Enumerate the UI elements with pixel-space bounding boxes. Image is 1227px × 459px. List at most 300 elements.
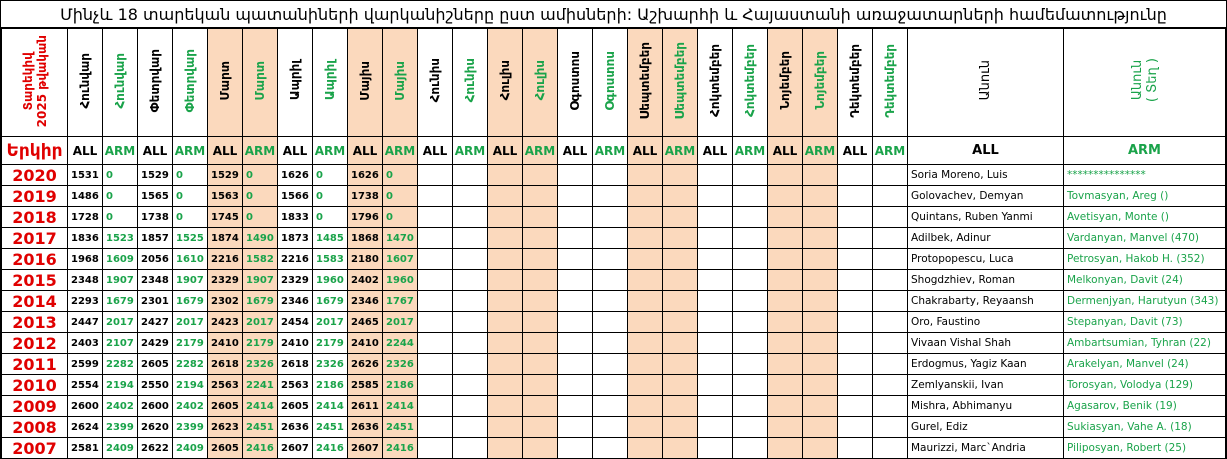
rating-all-cell: 1868 xyxy=(348,228,383,249)
rating-all-cell xyxy=(558,165,593,186)
rating-all-cell xyxy=(838,165,873,186)
year-cell: 2019 xyxy=(2,186,68,207)
month-header-all xyxy=(768,29,803,137)
month-label: Նոյեմբեր xyxy=(813,51,827,110)
rating-arm-cell xyxy=(733,396,768,417)
rating-all-cell xyxy=(768,312,803,333)
month-label: Դեկտեմբեր xyxy=(848,43,862,118)
rating-arm-cell xyxy=(733,165,768,186)
rating-arm-cell xyxy=(873,312,908,333)
rating-all-cell xyxy=(418,165,453,186)
year-cell: 2016 xyxy=(2,249,68,270)
month-header-all xyxy=(628,29,663,137)
rating-arm-cell: 2179 xyxy=(243,333,278,354)
rating-arm-cell xyxy=(803,249,838,270)
rating-all-cell: 1745 xyxy=(208,207,243,228)
month-label: Ապրիլ xyxy=(323,60,337,101)
rating-arm-cell: 0 xyxy=(103,186,138,207)
year-cell: 2018 xyxy=(2,207,68,228)
rating-all-cell xyxy=(698,228,733,249)
rating-all-cell: 2599 xyxy=(68,354,103,375)
year-cell: 2010 xyxy=(2,375,68,396)
rating-all-cell xyxy=(698,354,733,375)
all-label: ALL xyxy=(208,137,243,165)
rating-arm-cell: 1490 xyxy=(243,228,278,249)
rating-all-cell xyxy=(698,375,733,396)
rating-arm-cell xyxy=(733,354,768,375)
rating-arm-cell xyxy=(663,249,698,270)
rating-arm-cell xyxy=(593,438,628,459)
rating-arm-cell xyxy=(453,375,488,396)
arm-label: ARM xyxy=(803,137,838,165)
all-label: ALL xyxy=(838,137,873,165)
month-label: Հունվար xyxy=(113,52,127,109)
rating-all-cell xyxy=(488,291,523,312)
month-header-arm xyxy=(803,29,838,137)
month-label: Դեկտեմբեր xyxy=(883,43,897,118)
table-row xyxy=(2,375,1226,396)
rating-arm-cell xyxy=(803,228,838,249)
rating-arm-cell xyxy=(593,396,628,417)
rating-arm-cell xyxy=(873,249,908,270)
month-label: Փետրվար xyxy=(183,48,197,113)
rating-all-cell xyxy=(628,375,663,396)
rating-all-cell xyxy=(558,186,593,207)
rating-all-cell xyxy=(628,291,663,312)
rating-all-cell: 1563 xyxy=(208,186,243,207)
table-row xyxy=(2,249,1226,270)
rating-all-cell: 2563 xyxy=(208,375,243,396)
rating-arm-cell: 0 xyxy=(243,186,278,207)
player-name-all: Zemlyanskii, Ivan xyxy=(908,375,1064,396)
rating-all-cell: 2554 xyxy=(68,375,103,396)
player-name-arm: Petrosyan, Hakob H. (352) xyxy=(1064,249,1226,270)
rating-all-cell: 1529 xyxy=(208,165,243,186)
rating-all-cell xyxy=(768,165,803,186)
rating-all-cell xyxy=(838,249,873,270)
rating-arm-cell xyxy=(663,396,698,417)
rating-all-cell: 1529 xyxy=(138,165,173,186)
rating-all-cell xyxy=(628,249,663,270)
rating-arm-cell xyxy=(873,354,908,375)
rating-all-cell xyxy=(628,354,663,375)
rating-arm-cell: 2326 xyxy=(313,354,348,375)
rating-all-cell: 2563 xyxy=(278,375,313,396)
player-name-arm: Ambartsumian, Tyhran (22) xyxy=(1064,333,1226,354)
name-arm-label: ARM xyxy=(1064,137,1226,165)
rating-arm-cell xyxy=(873,417,908,438)
rating-arm-cell xyxy=(663,417,698,438)
rating-all-cell xyxy=(628,207,663,228)
rating-arm-cell xyxy=(593,312,628,333)
year-cell: 2012 xyxy=(2,333,68,354)
rating-all-cell: 2329 xyxy=(278,270,313,291)
player-name-all: Shogdzhiev, Roman xyxy=(908,270,1064,291)
rating-arm-cell: 1607 xyxy=(383,249,418,270)
rating-all-cell xyxy=(698,291,733,312)
rating-arm-cell: 2409 xyxy=(103,438,138,459)
rating-arm-cell xyxy=(873,270,908,291)
rating-all-cell: 1738 xyxy=(138,207,173,228)
rating-all-cell xyxy=(418,270,453,291)
player-name-arm: Sukiasyan, Vahe A. (18) xyxy=(1064,417,1226,438)
rating-arm-cell xyxy=(733,375,768,396)
rating-all-cell xyxy=(418,312,453,333)
rating-arm-cell xyxy=(523,291,558,312)
rating-all-cell: 2605 xyxy=(278,396,313,417)
rating-all-cell xyxy=(488,249,523,270)
rating-all-cell: 2607 xyxy=(348,438,383,459)
rating-all-cell: 1565 xyxy=(138,186,173,207)
all-label: ALL xyxy=(628,137,663,165)
rating-all-cell xyxy=(838,312,873,333)
rating-arm-cell xyxy=(663,228,698,249)
player-name-arm: Arakelyan, Manvel (24) xyxy=(1064,354,1226,375)
rating-arm-cell xyxy=(453,228,488,249)
rating-arm-cell: 2282 xyxy=(103,354,138,375)
table-row xyxy=(2,438,1226,459)
rating-arm-cell xyxy=(663,207,698,228)
rating-arm-cell xyxy=(523,417,558,438)
month-header-arm xyxy=(873,29,908,137)
player-name-arm: Agasarov, Benik (19) xyxy=(1064,396,1226,417)
player-name-arm: Dermenjyan, Harutyun (343) xyxy=(1064,291,1226,312)
rating-arm-cell xyxy=(523,312,558,333)
month-label: Հոկտեմբեր xyxy=(743,44,757,117)
rating-all-cell: 2454 xyxy=(278,312,313,333)
player-name-arm: *************** xyxy=(1064,165,1226,186)
rating-all-cell xyxy=(488,375,523,396)
rating-arm-cell: 2399 xyxy=(173,417,208,438)
rating-all-cell xyxy=(698,312,733,333)
year-cell: 2009 xyxy=(2,396,68,417)
rating-arm-cell: 2179 xyxy=(173,333,208,354)
rating-all-cell xyxy=(838,207,873,228)
rating-all-cell xyxy=(838,354,873,375)
year-cell: 2014 xyxy=(2,291,68,312)
rating-arm-cell xyxy=(873,291,908,312)
rating-all-cell: 2618 xyxy=(278,354,313,375)
rating-all-cell xyxy=(558,312,593,333)
rating-arm-cell xyxy=(733,270,768,291)
rating-arm-cell: 2451 xyxy=(243,417,278,438)
rating-arm-cell xyxy=(523,333,558,354)
rating-arm-cell xyxy=(593,207,628,228)
rating-all-cell: 1566 xyxy=(278,186,313,207)
month-label: Օգոստոս xyxy=(603,50,617,111)
rating-arm-cell xyxy=(593,249,628,270)
rating-arm-cell xyxy=(733,186,768,207)
month-header-arm xyxy=(103,29,138,137)
country-label: Երկիր xyxy=(2,137,68,165)
arm-label: ARM xyxy=(313,137,348,165)
rating-arm-cell: 1960 xyxy=(383,270,418,291)
rating-arm-cell xyxy=(593,417,628,438)
rating-arm-cell xyxy=(593,270,628,291)
rating-arm-cell: 2451 xyxy=(383,417,418,438)
all-label: ALL xyxy=(698,137,733,165)
rating-arm-cell: 0 xyxy=(243,207,278,228)
month-header-all xyxy=(698,29,733,137)
rating-arm-cell: 2451 xyxy=(313,417,348,438)
rating-arm-cell xyxy=(593,228,628,249)
table-row xyxy=(2,396,1226,417)
rating-arm-cell: 1470 xyxy=(383,228,418,249)
rating-arm-cell: 2194 xyxy=(103,375,138,396)
rating-all-cell: 2216 xyxy=(208,249,243,270)
rating-arm-cell xyxy=(523,438,558,459)
month-label: Հուլիս xyxy=(498,60,512,101)
rating-arm-cell xyxy=(663,291,698,312)
player-name-arm: Torosyan, Volodya (129) xyxy=(1064,375,1226,396)
rating-arm-cell: 2194 xyxy=(173,375,208,396)
rating-arm-cell: 2402 xyxy=(103,396,138,417)
rating-arm-cell xyxy=(733,333,768,354)
month-label: Սեպտեմբեր xyxy=(673,41,687,120)
rating-all-cell: 2423 xyxy=(208,312,243,333)
year-cell: 2020 xyxy=(2,165,68,186)
rating-all-cell: 2302 xyxy=(208,291,243,312)
rating-arm-cell xyxy=(733,438,768,459)
rating-arm-cell xyxy=(873,207,908,228)
month-label: Հունվար xyxy=(78,52,92,109)
rating-all-cell xyxy=(628,396,663,417)
rating-all-cell xyxy=(418,207,453,228)
rating-all-cell xyxy=(698,186,733,207)
rating-all-cell: 2348 xyxy=(138,270,173,291)
rating-arm-cell xyxy=(803,375,838,396)
rating-arm-cell: 2326 xyxy=(383,354,418,375)
rating-all-cell: 2403 xyxy=(68,333,103,354)
rating-all-cell xyxy=(558,207,593,228)
arm-label: ARM xyxy=(663,137,698,165)
all-label: ALL xyxy=(68,137,103,165)
rating-arm-cell xyxy=(733,417,768,438)
rating-all-cell xyxy=(558,396,593,417)
player-name-all: Chakrabarty, Reyaansh xyxy=(908,291,1064,312)
rating-arm-cell xyxy=(523,270,558,291)
month-label: Մայիս xyxy=(393,60,407,101)
rating-all-cell xyxy=(838,333,873,354)
rating-all-cell: 2410 xyxy=(278,333,313,354)
rating-arm-cell: 2416 xyxy=(243,438,278,459)
rating-all-cell xyxy=(488,186,523,207)
player-name-all: Erdogmus, Yagiz Kaan xyxy=(908,354,1064,375)
rating-all-cell xyxy=(488,165,523,186)
corner-label xyxy=(2,29,68,137)
rating-arm-cell: 1767 xyxy=(383,291,418,312)
rating-arm-cell: 1907 xyxy=(243,270,278,291)
rating-arm-cell xyxy=(453,270,488,291)
rating-arm-cell xyxy=(663,165,698,186)
month-header-all xyxy=(488,29,523,137)
rating-arm-cell: 1679 xyxy=(173,291,208,312)
rating-all-cell xyxy=(838,396,873,417)
rating-all-cell xyxy=(558,333,593,354)
player-name-all: Protopopescu, Luca xyxy=(908,249,1064,270)
arm-label: ARM xyxy=(243,137,278,165)
rating-arm-cell: 0 xyxy=(313,186,348,207)
rating-all-cell xyxy=(768,396,803,417)
rating-all-cell xyxy=(628,228,663,249)
rating-all-cell: 1531 xyxy=(68,165,103,186)
month-label: Հոկտեմբեր xyxy=(708,44,722,117)
rating-arm-cell xyxy=(873,165,908,186)
rating-all-cell xyxy=(628,270,663,291)
rating-arm-cell: 2416 xyxy=(313,438,348,459)
rating-arm-cell: 1679 xyxy=(313,291,348,312)
year-cell: 2013 xyxy=(2,312,68,333)
rating-arm-cell: 1583 xyxy=(313,249,348,270)
rating-all-cell xyxy=(838,438,873,459)
rating-arm-cell xyxy=(663,270,698,291)
rating-arm-cell xyxy=(453,354,488,375)
rating-all-cell xyxy=(768,375,803,396)
rating-arm-cell xyxy=(453,396,488,417)
rating-all-cell xyxy=(488,228,523,249)
rating-arm-cell xyxy=(453,417,488,438)
rating-arm-cell xyxy=(663,312,698,333)
rating-arm-cell xyxy=(873,186,908,207)
rating-all-cell xyxy=(838,417,873,438)
rating-all-cell xyxy=(418,186,453,207)
month-label: Նոյեմբեր xyxy=(778,51,792,110)
rating-arm-cell xyxy=(803,354,838,375)
rating-all-cell xyxy=(488,207,523,228)
rating-arm-cell: 2399 xyxy=(103,417,138,438)
year-cell: 2008 xyxy=(2,417,68,438)
rating-arm-cell: 2017 xyxy=(243,312,278,333)
rating-arm-cell xyxy=(663,438,698,459)
rating-all-cell xyxy=(558,354,593,375)
table-row xyxy=(2,270,1226,291)
month-header-arm xyxy=(173,29,208,137)
rating-all-cell xyxy=(838,270,873,291)
year-cell: 2017 xyxy=(2,228,68,249)
rating-arm-cell xyxy=(803,396,838,417)
rating-all-cell: 2346 xyxy=(348,291,383,312)
rating-all-cell xyxy=(558,438,593,459)
player-name-all: Soria Moreno, Luis xyxy=(908,165,1064,186)
rating-arm-cell: 2179 xyxy=(313,333,348,354)
month-header-all xyxy=(418,29,453,137)
rating-all-cell: 2581 xyxy=(68,438,103,459)
rating-arm-cell xyxy=(453,291,488,312)
rating-all-cell: 1873 xyxy=(278,228,313,249)
arm-label: ARM xyxy=(173,137,208,165)
rating-arm-cell xyxy=(803,165,838,186)
rating-all-cell: 2611 xyxy=(348,396,383,417)
rating-arm-cell: 2409 xyxy=(173,438,208,459)
rating-arm-cell: 2282 xyxy=(173,354,208,375)
rating-all-cell xyxy=(838,228,873,249)
rating-arm-cell: 2017 xyxy=(173,312,208,333)
rating-arm-cell xyxy=(873,375,908,396)
rating-arm-cell: 0 xyxy=(103,207,138,228)
player-name-arm: Avetisyan, Monte () xyxy=(1064,207,1226,228)
name-all-header xyxy=(908,29,1064,137)
rating-arm-cell: 2414 xyxy=(383,396,418,417)
month-header-arm xyxy=(243,29,278,137)
rating-all-cell: 2636 xyxy=(348,417,383,438)
rating-arm-cell: 1907 xyxy=(173,270,208,291)
rating-arm-cell xyxy=(523,165,558,186)
rating-arm-cell: 2017 xyxy=(383,312,418,333)
month-label: Մարտ xyxy=(253,60,267,101)
rating-all-cell: 1874 xyxy=(208,228,243,249)
ratings-table xyxy=(1,28,1226,459)
month-header-arm xyxy=(313,29,348,137)
rating-arm-cell: 0 xyxy=(173,207,208,228)
arm-label: ARM xyxy=(453,137,488,165)
rating-all-cell xyxy=(768,228,803,249)
rating-all-cell xyxy=(628,333,663,354)
arm-label: ARM xyxy=(103,137,138,165)
rating-arm-cell: 1679 xyxy=(103,291,138,312)
table-row xyxy=(2,417,1226,438)
rating-arm-cell xyxy=(523,354,558,375)
rating-all-cell: 2346 xyxy=(278,291,313,312)
rating-arm-cell xyxy=(873,396,908,417)
rating-all-cell: 1836 xyxy=(68,228,103,249)
player-name-all: Quintans, Ruben Yanmi xyxy=(908,207,1064,228)
rating-all-cell: 2636 xyxy=(278,417,313,438)
rating-all-cell xyxy=(768,249,803,270)
player-name-arm: Tovmasyan, Areg () xyxy=(1064,186,1226,207)
rating-all-cell xyxy=(768,438,803,459)
rating-all-cell xyxy=(768,186,803,207)
rating-all-cell: 2618 xyxy=(208,354,243,375)
rating-all-cell xyxy=(418,375,453,396)
rating-arm-cell xyxy=(803,270,838,291)
rating-all-cell: 2623 xyxy=(208,417,243,438)
player-name-arm: Vardanyan, Manvel (470) xyxy=(1064,228,1226,249)
rating-all-cell xyxy=(418,291,453,312)
table-row xyxy=(2,354,1226,375)
table-row xyxy=(2,207,1226,228)
rating-arm-cell xyxy=(523,249,558,270)
month-header-arm xyxy=(593,29,628,137)
rating-arm-cell: 0 xyxy=(313,165,348,186)
month-label: Ապրիլ xyxy=(288,60,302,101)
name-arm-header-text: Անուն ( Տեղ ) xyxy=(1129,58,1160,103)
month-label: Օգոստոս xyxy=(568,50,582,111)
rating-arm-cell xyxy=(523,186,558,207)
table-row xyxy=(2,333,1226,354)
rating-all-cell xyxy=(488,333,523,354)
rating-all-cell xyxy=(418,333,453,354)
rating-arm-cell xyxy=(803,417,838,438)
rating-all-cell xyxy=(698,249,733,270)
rating-arm-cell xyxy=(453,333,488,354)
rating-all-cell: 2622 xyxy=(138,438,173,459)
rating-all-cell: 1728 xyxy=(68,207,103,228)
month-header-all xyxy=(138,29,173,137)
rating-arm-cell: 1679 xyxy=(243,291,278,312)
rating-arm-cell xyxy=(803,438,838,459)
rating-arm-cell xyxy=(873,333,908,354)
rating-arm-cell xyxy=(453,186,488,207)
rating-all-cell xyxy=(628,186,663,207)
rating-arm-cell xyxy=(733,228,768,249)
rating-arm-cell: 2326 xyxy=(243,354,278,375)
all-label: ALL xyxy=(558,137,593,165)
rating-all-cell xyxy=(628,312,663,333)
all-label: ALL xyxy=(138,137,173,165)
rating-arm-cell: 2241 xyxy=(243,375,278,396)
rating-all-cell xyxy=(418,438,453,459)
rating-arm-cell: 1907 xyxy=(103,270,138,291)
